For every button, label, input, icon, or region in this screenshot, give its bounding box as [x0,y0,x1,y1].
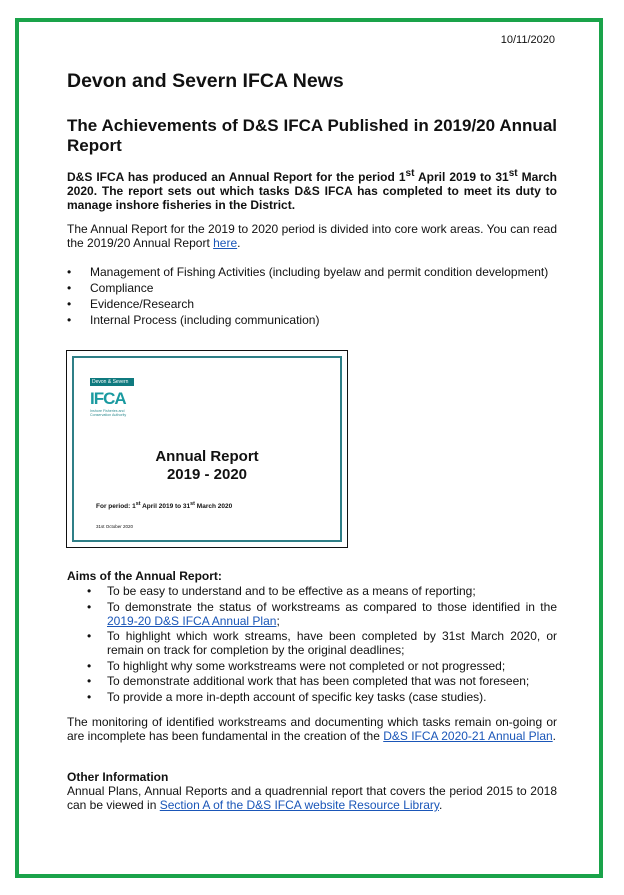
article-headline: The Achievements of D&S IFCA Published in 2019/20 Annual Report [67,116,557,155]
cover-period: For period: 1st April 2019 to 31st March 2020 [96,501,233,511]
list-item: • Evidence/Research [67,296,557,312]
list-item: • Compliance [67,280,557,296]
list-item: • Management of Fishing Activities (including byelaw and permit condition development) [67,264,557,280]
list-item: • To demonstrate the status of workstreams as compared to those identified in the 2019-20 D&S IFCA Annual Plan; [67,600,557,628]
cover-title: Annual Report 2019 - 2020 [155,448,259,483]
annual-plan-2019-20-link[interactable]: 2019-20 D&S IFCA Annual Plan [107,613,277,628]
cover-date: 31st October 2020 [96,524,134,529]
list-item: • To be easy to understand and to be effective as a means of reporting; [67,584,557,598]
annual-report-link[interactable]: here [213,236,238,250]
list-item: • Internal Process (including communication) [67,312,557,328]
lead-paragraph: D&S IFCA has produced an Annual Report for the period 1st April 2019 to 31st March 2020. The report sets out which tasks D&S IFCA has completed to meet its duty to manage inshore fisheries in the District. [67,168,557,212]
core-work-areas-list [67,264,557,328]
aims-heading: Aims of the Annual Report: [67,569,222,583]
resource-library-link[interactable]: Section A of the D&S IFCA website Resource Library [159,798,439,812]
monitoring-paragraph: The monitoring of identified workstreams and documenting which tasks remain on-going or are incomplete has been fundamental in the creation of the D&S IFCA 2020-21 Annual Plan. [67,715,557,743]
other-information-paragraph: Annual Plans, Annual Reports and a quadrennial report that covers the period 2015 to 2018 can be viewed in Section A of the D&S IFCA website Resource Library. [67,784,557,812]
ifca-logo: Devon & Severn IFCA Inshore Fisheries and Conservation Authority [90,378,136,434]
list-item: • To highlight why some workstreams were not completed or not progressed; [67,659,557,673]
aims-list [67,584,557,705]
list-item: • To highlight which work streams, have been completed by 31st March 2020, or remain on track for completion by the original deadlines; [67,629,557,657]
annual-report-cover-image[interactable] [66,350,348,548]
annual-plan-2020-21-link[interactable]: D&S IFCA 2020-21 Annual Plan [383,729,553,743]
newsletter-title: Devon and Severn IFCA News [67,70,344,92]
list-item: • To demonstrate additional work that has been completed that was not foreseen; [67,674,557,688]
list-item: • To provide a more in-depth account of specific key tasks (case studies). [67,690,557,704]
intro-paragraph: The Annual Report for the 2019 to 2020 period is divided into core work areas. You can read the 2019/20 Annual Report here. [67,222,557,250]
cover-border [72,356,342,542]
publication-date: 10/11/2020 [500,34,555,46]
other-information-heading: Other Information [67,770,169,784]
